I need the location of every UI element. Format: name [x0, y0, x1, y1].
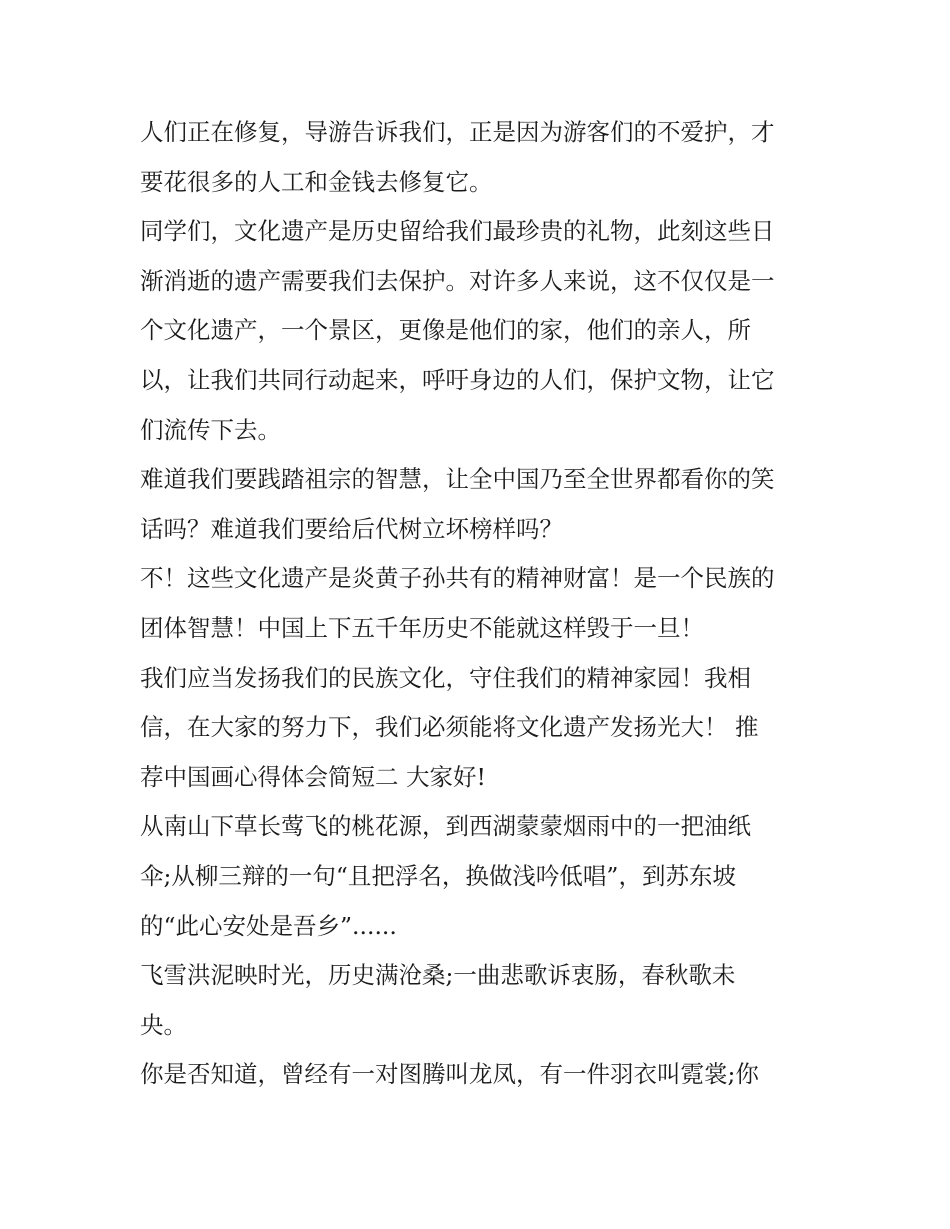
text-line: 伞;从柳三辩的一句“且把浮名，换做浅吟低唱”，到苏东坡: [140, 861, 736, 890]
text-line: 人们正在修复，导游告诉我们，正是因为游客们的不爱护，才: [140, 118, 775, 146]
body-text: [140, 108, 820, 1100]
text-line: 从南山下草长莺飞的桃花源，到西湖蒙蒙烟雨中的一把油纸: [140, 812, 751, 841]
text-line: 同学们，文化遗产是历史留给我们最珍贵的礼物，此刻这些日: [140, 217, 775, 246]
text-line: 央。: [140, 1010, 187, 1039]
text-line: 们流传下去。: [140, 415, 281, 444]
text-line: 飞雪洪泥映时光，历史满沧桑;一曲悲歌诉衷肠，春秋歌未: [140, 961, 736, 990]
text-line: 荐中国画心得体会简短二 大家好!: [140, 762, 486, 791]
text-line: 话吗？难道我们要给后代树立坏榜样吗？: [140, 514, 563, 543]
text-line: 的“此心安处是吾乡”......: [140, 911, 397, 940]
text-line: 信，在大家的努力下，我们必须能将文化遗产发扬光大！ 推: [140, 713, 759, 742]
text-line: 难道我们要践踏祖宗的智慧，让全中国乃至全世界都看你的笑: [140, 465, 775, 494]
text-line: 不！这些文化遗产是炎黄子孙共有的精神财富！是一个民族的: [140, 564, 775, 593]
text-line: 以，让我们共同行动起来，呼吁身边的人们，保护文物，让它: [140, 365, 775, 394]
text-line: 个文化遗产，一个景区，更像是他们的家，他们的亲人，所: [140, 316, 751, 345]
text-line: 要花很多的人工和金钱去修复它。: [140, 167, 493, 196]
text-line: 我们应当发扬我们的民族文化，守住我们的精神家园！我相: [140, 663, 751, 692]
text-line: 你是否知道，曾经有一对图腾叫龙凤，有一件羽衣叫霓裳;你: [140, 1060, 759, 1089]
text-line: 团体智慧！中国上下五千年历史不能就这样毁于一旦！: [140, 613, 704, 642]
text-line: 渐消逝的遗产需要我们去保护。对许多人来说，这不仅仅是一: [140, 266, 775, 295]
